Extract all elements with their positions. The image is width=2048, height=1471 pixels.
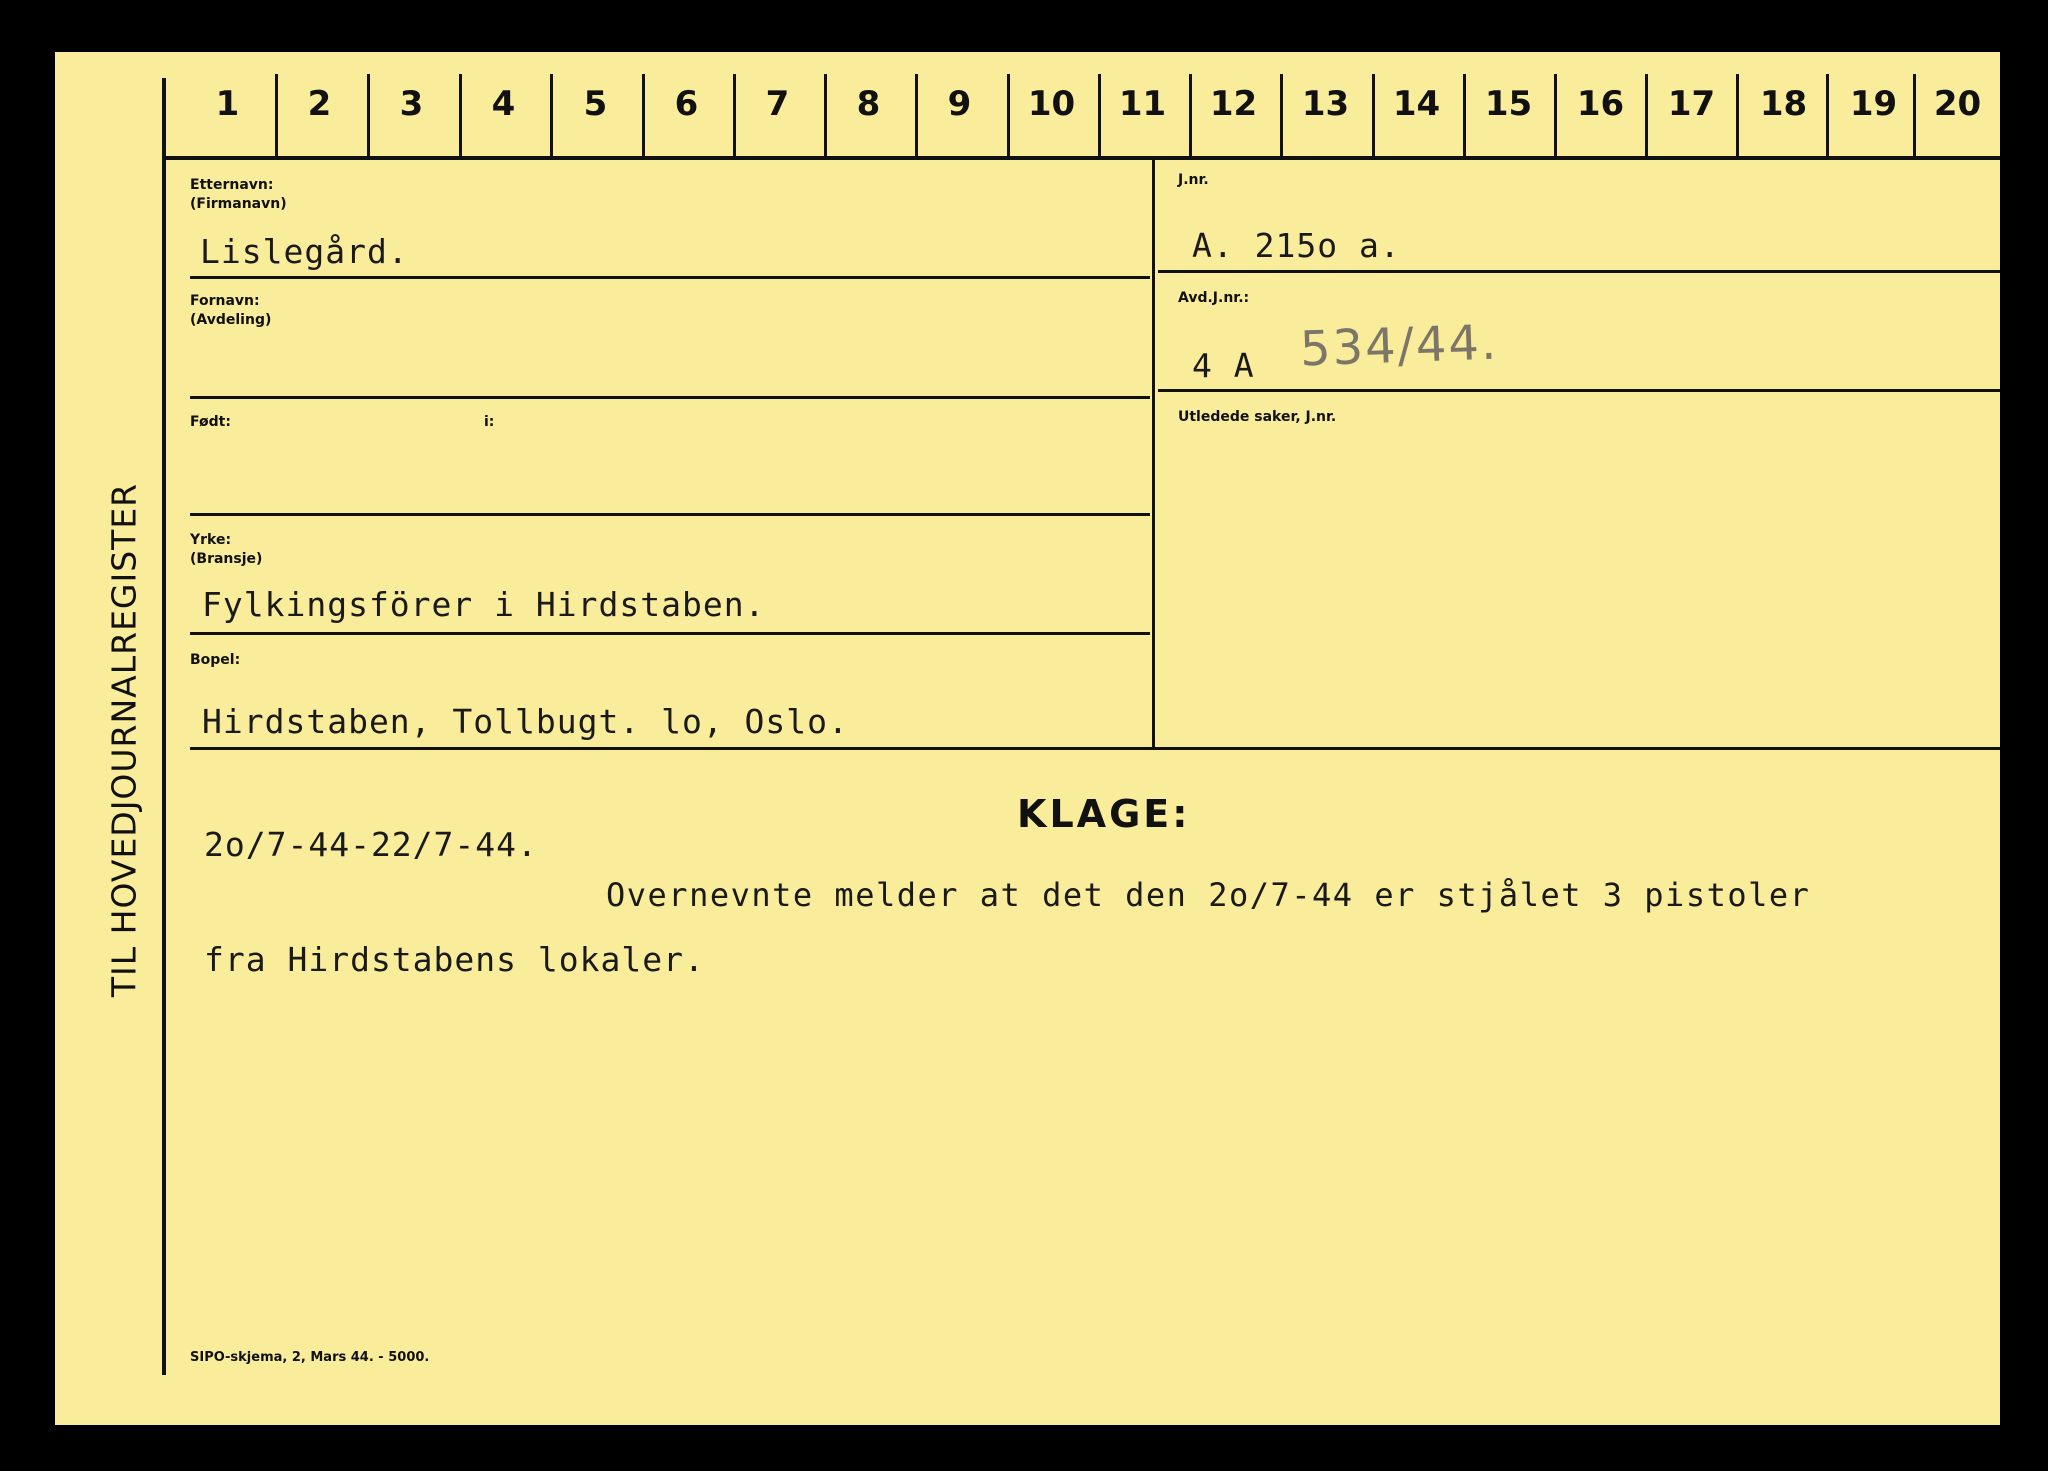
label-avd-jnr: Avd.J.nr.: (1178, 290, 1250, 306)
side-title: TIL HOVEDJOURNALREGISTER (104, 482, 144, 998)
value-etternavn: Lislegård. (200, 232, 409, 271)
strip-divider (1280, 74, 1283, 156)
klage-text-line-1: Overnevnte melder at det den 2o/7-44 er stjålet 3 pistoler (606, 876, 1811, 914)
strip-divider (367, 74, 370, 156)
strip-divider (1913, 74, 1916, 156)
strip-divider (1189, 74, 1192, 156)
column-number: 4 (491, 84, 516, 124)
column-divider (1152, 160, 1155, 749)
strip-divider (1554, 74, 1557, 156)
strip-divider (1372, 74, 1375, 156)
column-number: 8 (856, 84, 881, 124)
strip-divider (824, 74, 827, 156)
column-number: 10 (1027, 84, 1076, 124)
klage-date: 2o/7-44-22/7-44. (204, 825, 538, 864)
value-avd-handwritten: 534/44. (1299, 314, 1500, 378)
strip-divider (550, 74, 553, 156)
klage-text-line-2: fra Hirdstabens lokaler. (204, 940, 705, 979)
value-bopel: Hirdstaben, Tollbugt. lo, Oslo. (202, 702, 849, 741)
column-number: 15 (1484, 84, 1533, 124)
column-number: 12 (1209, 84, 1258, 124)
column-number: 16 (1576, 84, 1625, 124)
column-number: 17 (1667, 84, 1716, 124)
label-i: i: (484, 414, 495, 430)
column-number: 20 (1933, 84, 1982, 124)
strip-bottom-rule (162, 156, 2000, 160)
strip-divider (1098, 74, 1101, 156)
column-number: 18 (1759, 84, 1808, 124)
rule-name (190, 276, 1150, 279)
column-number: 7 (765, 84, 790, 124)
klage-heading: KLAGE: (1017, 792, 1191, 836)
column-number: 2 (307, 84, 332, 124)
rule-section (190, 747, 2000, 750)
label-jnr: J.nr. (1178, 172, 1209, 188)
column-number: 3 (399, 84, 424, 124)
strip-divider (915, 74, 918, 156)
column-number: 11 (1118, 84, 1167, 124)
strip-divider (1645, 74, 1648, 156)
strip-divider (459, 74, 462, 156)
rule-fornavn (190, 396, 1150, 399)
rule-yrke (190, 632, 1150, 635)
column-number: 9 (947, 84, 972, 124)
label-bopel: Bopel: (190, 652, 241, 668)
label-utledede: Utledede saker, J.nr. (1178, 409, 1337, 425)
column-number: 5 (583, 84, 608, 124)
value-jnr: A. 215o a. (1192, 226, 1401, 265)
rule-jnr (1158, 270, 2000, 273)
column-number: 1 (215, 84, 240, 124)
strip-divider (642, 74, 645, 156)
value-yrke: Fylkingsförer i Hirdstaben. (202, 585, 766, 624)
strip-divider (1826, 74, 1829, 156)
strip-divider (1463, 74, 1466, 156)
strip-divider (733, 74, 736, 156)
column-number: 19 (1849, 84, 1898, 124)
label-fodt: Født: (190, 414, 231, 430)
column-number: 13 (1301, 84, 1350, 124)
label-yrke: Yrke: (Bransje) (190, 532, 263, 567)
label-etternavn: Etternavn: (Firmanavn) (190, 177, 287, 212)
rule-fodt (190, 513, 1150, 516)
rule-avd (1158, 389, 2000, 392)
column-number: 14 (1392, 84, 1441, 124)
form-footer: SIPO-skjema, 2, Mars 44. - 5000. (190, 1350, 430, 1365)
left-rule (162, 78, 166, 1375)
label-fornavn: Fornavn: (Avdeling) (190, 293, 272, 328)
value-avd-typed: 4 A (1192, 346, 1255, 385)
strip-divider (1007, 74, 1010, 156)
strip-divider (275, 74, 278, 156)
column-number: 6 (674, 84, 699, 124)
strip-divider (1736, 74, 1739, 156)
